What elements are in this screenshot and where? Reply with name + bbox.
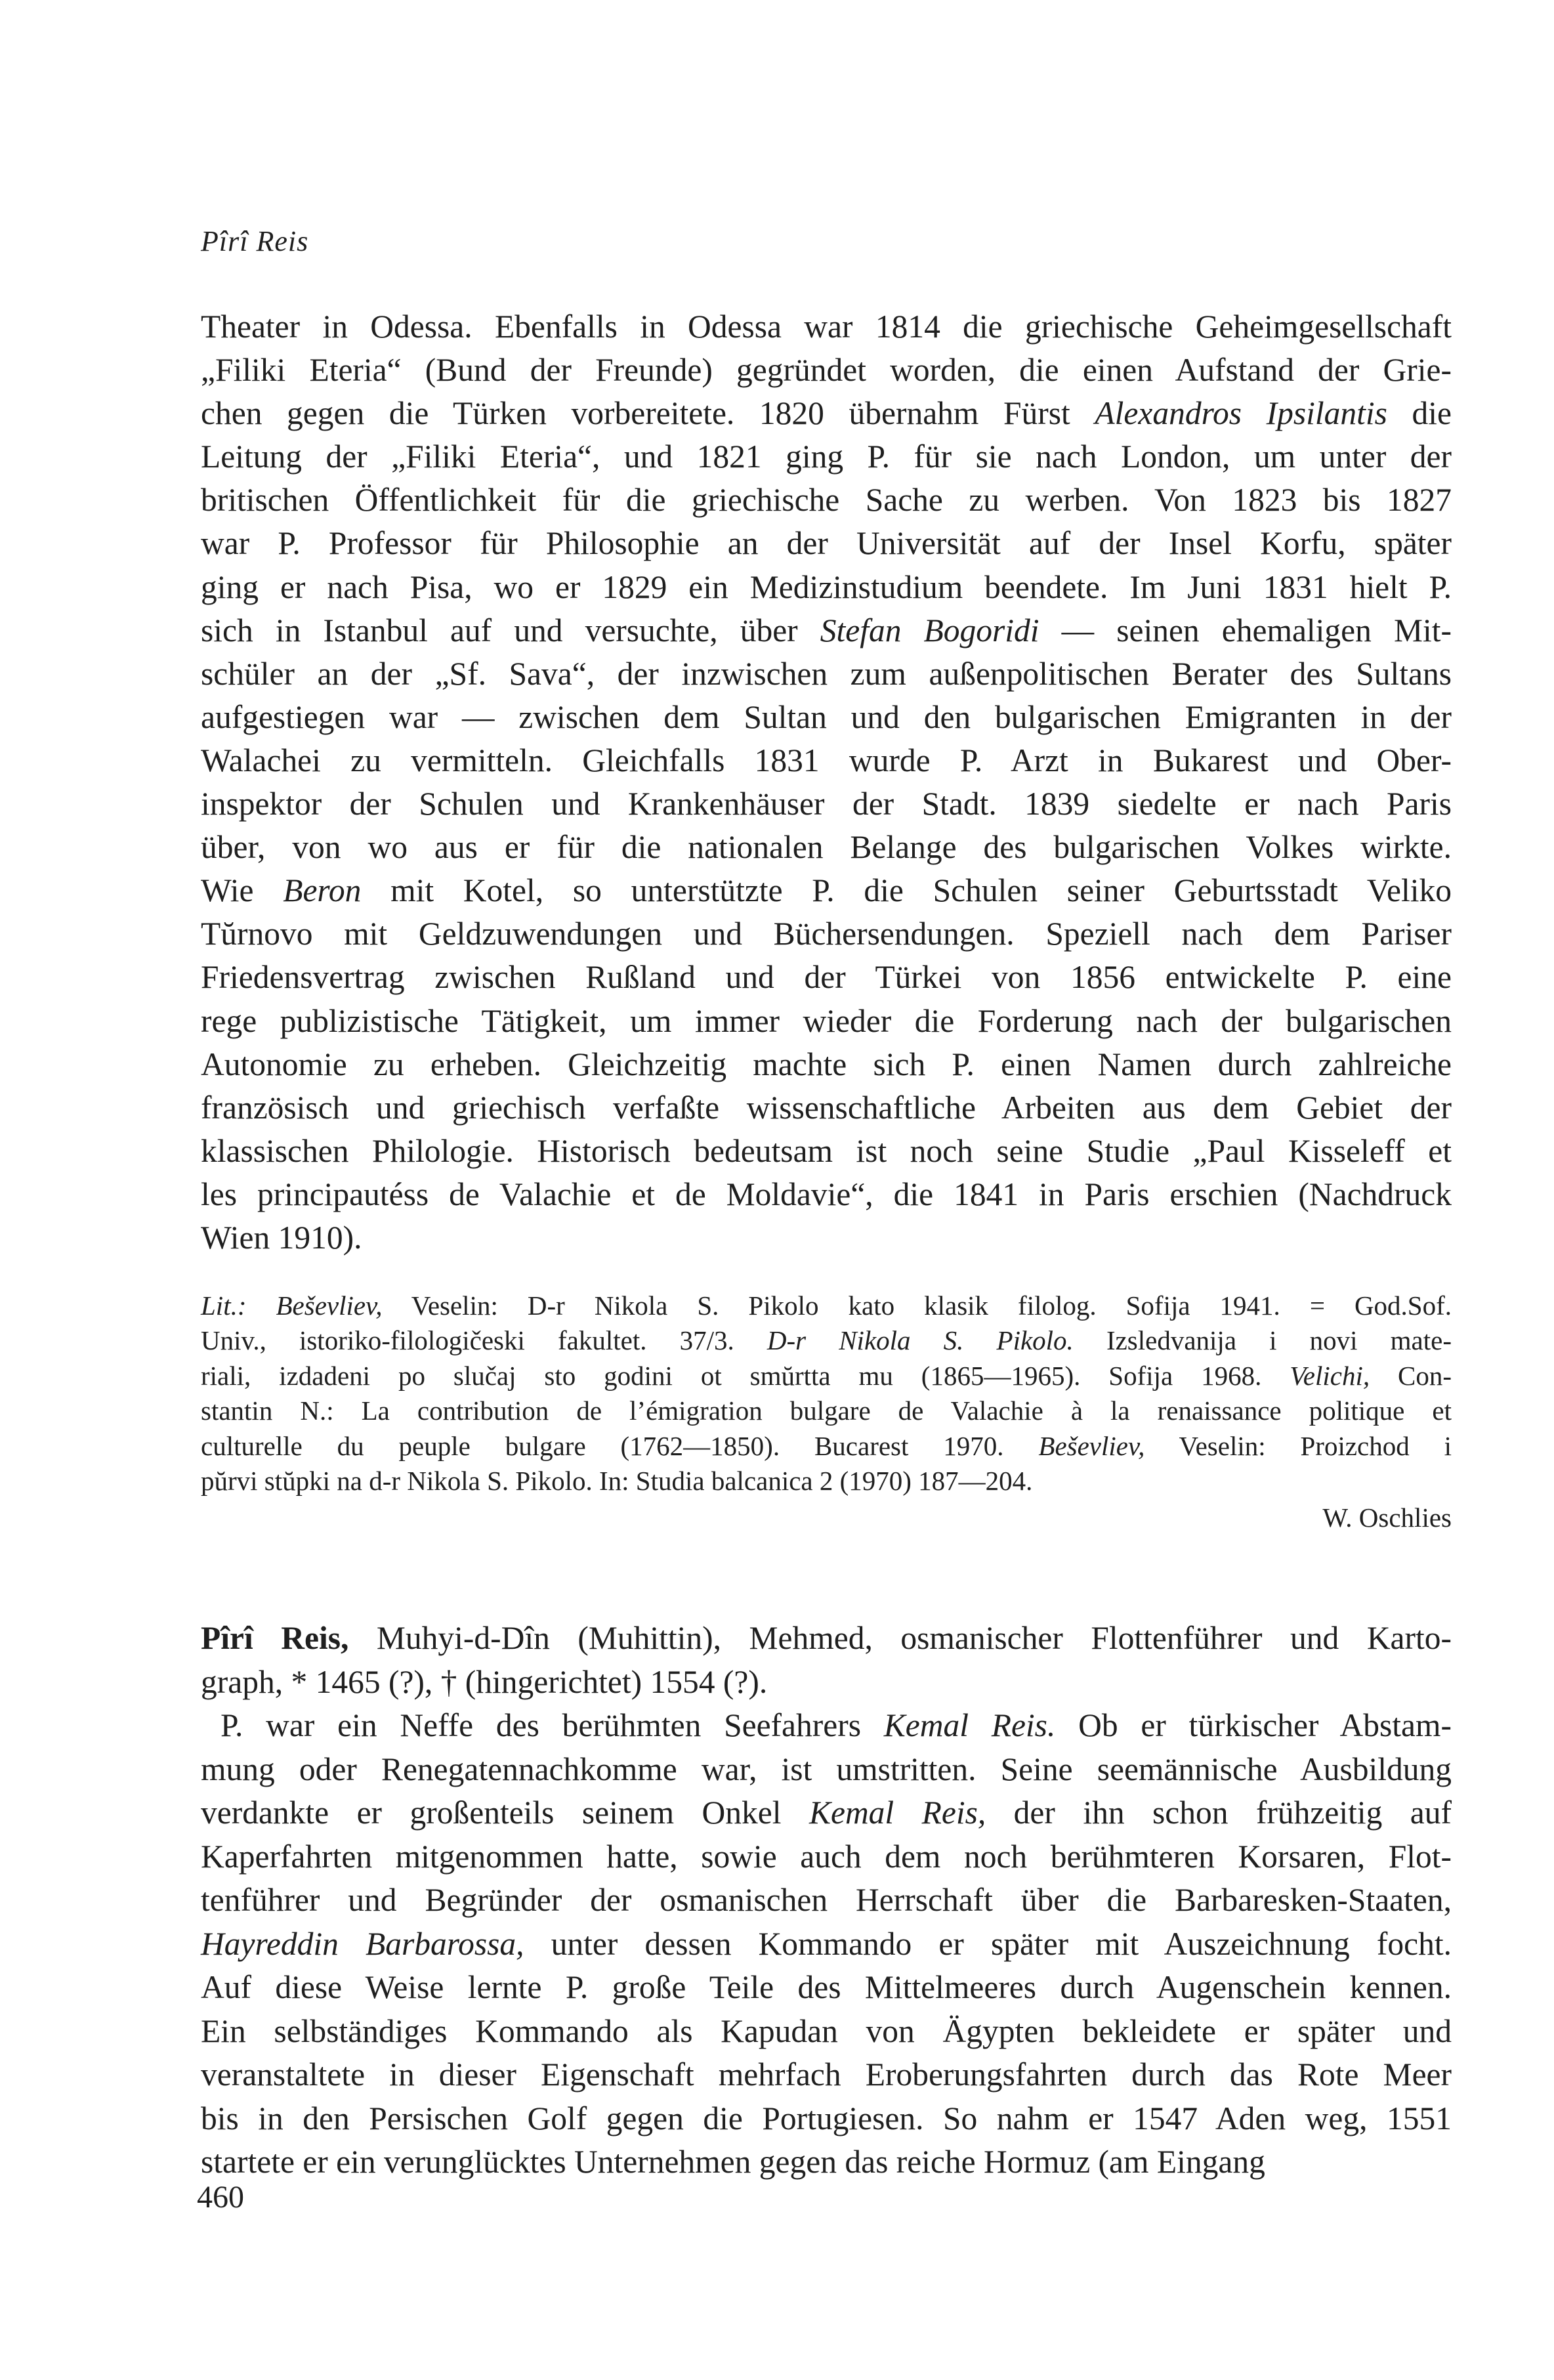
text-run: Wien 1910). bbox=[201, 1219, 362, 1256]
entry-line bbox=[201, 1704, 1452, 1748]
text-run bbox=[247, 1290, 276, 1321]
text-run: bis in den Persischen Golf gegen die Portugiesen. So nahm er 1547 Aden weg, 1551 bbox=[201, 2100, 1452, 2136]
text-run: Beševliev, bbox=[1038, 1430, 1145, 1461]
entry-line bbox=[201, 1748, 1452, 1792]
text-run: Kemal Reis, bbox=[808, 1795, 986, 1831]
text-run: Ob er türkischer Abstam- bbox=[1055, 1707, 1452, 1743]
text-run: mit Kotel, so unterstützte P. die Schulen seiner Geburtsstadt Veliko bbox=[361, 872, 1452, 909]
text-run: startete er ein verunglücktes Unternehmen gegen das reiche Hormuz (am Eingang bbox=[201, 2144, 1265, 2180]
text-run: verdankte er großenteils seinem Onkel bbox=[201, 1795, 809, 1831]
entry-line bbox=[201, 2010, 1452, 2054]
text-run: über, von wo aus er für die nationalen Belange des bulgarischen Volkes wirkte. bbox=[201, 829, 1452, 866]
text-run: Walachei zu vermitteln. Gleichfalls 1831 wurde P. Arzt in Bukarest und Ober- bbox=[201, 742, 1452, 778]
text-run: die bbox=[1387, 395, 1452, 432]
text-run: klassischen Philologie. Historisch bedeutsam ist noch seine Studie „Paul Kisseleff et bbox=[201, 1132, 1452, 1169]
previous-entry-text bbox=[201, 305, 1452, 1260]
text-run: culturelle du peuple bulgare (1762—1850). Bucarest 1970. bbox=[201, 1430, 1039, 1461]
literature-line bbox=[201, 1323, 1452, 1358]
body1-line bbox=[201, 826, 1452, 869]
page-number: 460 bbox=[197, 2180, 244, 2215]
text-run: veranstaltete in dieser Eigenschaft mehrfach Eroberungsfahrten durch das Rote Meer bbox=[201, 2056, 1452, 2093]
article-author: W. Oschlies bbox=[1322, 1502, 1452, 1533]
text-run: riali, izdadeni po slučaj sto godini ot smŭrtta mu (1865—1965). Sofija 1968. bbox=[201, 1360, 1290, 1391]
body1-line bbox=[201, 1086, 1452, 1130]
text-run: Con- bbox=[1370, 1360, 1452, 1391]
text-run: Wie bbox=[201, 872, 284, 909]
text-run: inspektor der Schulen und Krankenhäuser der Stadt. 1839 siedelte er nach Paris bbox=[201, 786, 1452, 822]
body1-line bbox=[201, 739, 1452, 782]
literature-line bbox=[201, 1429, 1452, 1464]
body1-line bbox=[201, 478, 1452, 522]
literature-line bbox=[201, 1393, 1452, 1428]
text-run: Leitung der „Filiki Eteria“, und 1821 ging P. für sie nach London, um unter der bbox=[201, 438, 1452, 475]
text-run: Pîrî Reis, bbox=[201, 1620, 349, 1656]
text-run: Tŭrnovo mit Geldzuwendungen und Büchersendungen. Speziell nach dem Pariser bbox=[201, 916, 1452, 952]
entry-line bbox=[201, 1661, 1452, 1705]
text-run: Hayreddin Barbarossa, bbox=[201, 1925, 524, 1962]
body1-line bbox=[201, 1043, 1452, 1086]
text-run: französisch und griechisch verfaßte wissenschaftliche Arbeiten aus dem Gebiet der bbox=[201, 1089, 1452, 1126]
text-run: tenführer und Begründer der osmanischen Herrschaft über die Barbaresken-Staaten, bbox=[201, 1882, 1452, 1918]
text-run: Izsledvanija i novi mate- bbox=[1073, 1325, 1452, 1356]
text-run: Autonomie zu erheben. Gleichzeitig machte sich P. einen Namen durch zahlreiche bbox=[201, 1046, 1452, 1082]
entry-line bbox=[201, 1879, 1452, 1923]
text-run: sich in Istanbul auf und versuchte, über bbox=[201, 612, 820, 648]
text-run: Ein selbständiges Kommando als Kapudan von Ägypten bekleidete er später und bbox=[201, 2012, 1452, 2049]
piri-reis-entry bbox=[201, 1617, 1452, 2184]
text-run: Velichi, bbox=[1290, 1360, 1370, 1391]
text-run: britischen Öffentlichkeit für die griechische Sache zu werben. Von 1823 bis 1827 bbox=[201, 482, 1452, 519]
text-run: ging er nach Pisa, wo er 1829 ein Medizinstudium beendete. Im Juni 1831 hielt P. bbox=[201, 568, 1452, 605]
body1-line bbox=[201, 522, 1452, 565]
text-run: Kaperfahrten mitgenommen hatte, sowie auch dem noch berühmteren Korsaren, Flot- bbox=[201, 1838, 1452, 1875]
text-run: Lit.: bbox=[201, 1290, 247, 1321]
body1-line bbox=[201, 435, 1452, 478]
text-run: D-r Nikola S. Pikolo. bbox=[766, 1325, 1074, 1356]
text-run: Univ., istoriko-filologičeski fakultet. 37/3. bbox=[201, 1325, 767, 1356]
text-run: mung oder Renegatennachkomme war, ist umstritten. Seine seemännische Ausbildung bbox=[201, 1751, 1452, 1787]
entry-line bbox=[201, 1966, 1452, 2010]
text-run: chen gegen die Türken vorbereitete. 1820 übernahm Fürst bbox=[201, 395, 1095, 432]
entry-line bbox=[201, 2053, 1452, 2097]
text-run: unter dessen Kommando er später mit Auszeichnung focht. bbox=[524, 1925, 1452, 1962]
text-run: P. war ein Neffe des berühmten Seefahrers bbox=[220, 1707, 884, 1743]
entry-line bbox=[201, 1617, 1452, 1661]
body1-line bbox=[201, 566, 1452, 609]
body1-line bbox=[201, 305, 1452, 349]
text-run: schüler an der „Sf. Sava“, der inzwischen zum außenpolitischen Berater des Sultans bbox=[201, 655, 1452, 692]
text-run: Stefan Bogoridi bbox=[820, 612, 1040, 648]
literature-line bbox=[201, 1288, 1452, 1323]
body1-line bbox=[201, 782, 1452, 826]
running-head: Pîrî Reis bbox=[201, 225, 309, 257]
body1-line bbox=[201, 912, 1452, 956]
literature-line bbox=[201, 1359, 1452, 1393]
body1-line bbox=[201, 1000, 1452, 1043]
text-run: aufgestiegen war — zwischen dem Sultan und den bulgarischen Emigranten in der bbox=[201, 698, 1452, 735]
text-run: der ihn schon frühzeitig auf bbox=[986, 1795, 1452, 1831]
body1-line bbox=[201, 609, 1452, 652]
text-run: Theater in Odessa. Ebenfalls in Odessa war 1814 die griechische Geheimgesellschaft bbox=[201, 308, 1452, 345]
text-run: Alexandros Ipsilantis bbox=[1095, 395, 1387, 432]
literature-line bbox=[201, 1464, 1452, 1498]
body1-line bbox=[201, 1130, 1452, 1173]
text-run: Beron bbox=[283, 872, 362, 909]
text-run: Veselin: D-r Nikola S. Pikolo kato klasik filolog. Sofija 1941. = God.Sof. bbox=[382, 1290, 1452, 1321]
body1-line bbox=[201, 869, 1452, 912]
body1-line bbox=[201, 652, 1452, 696]
text-run: Beševliev, bbox=[276, 1290, 383, 1321]
text-run: Auf diese Weise lernte P. große Teile des Mittelmeeres durch Augenschein kennen. bbox=[201, 1969, 1452, 2005]
text-run: stantin N.: La contribution de l’émigration bulgare de Valachie à la renaissance politique et bbox=[201, 1395, 1452, 1426]
entry-line bbox=[201, 1791, 1452, 1835]
text-run: les principautéss de Valachie et de Moldavie“, die 1841 in Paris erschien (Nachdruck bbox=[201, 1176, 1452, 1212]
text-run: Veselin: Proizchod i bbox=[1144, 1430, 1452, 1461]
text-run: war P. Professor für Philosophie an der Universität auf der Insel Korfu, später bbox=[201, 525, 1452, 562]
text-run: rege publizistische Tätigkeit, um immer wieder die Forderung nach der bulgarischen bbox=[201, 1002, 1452, 1039]
body1-line bbox=[201, 392, 1452, 435]
text-run: — seinen ehemaligen Mit- bbox=[1039, 612, 1452, 648]
body1-line bbox=[201, 956, 1452, 999]
literature-references bbox=[201, 1288, 1452, 1498]
text-run: Friedensvertrag zwischen Rußland und der Türkei von 1856 entwickelte P. eine bbox=[201, 959, 1452, 996]
entry-line bbox=[201, 1835, 1452, 1879]
entry-line bbox=[201, 2097, 1452, 2141]
body1-line bbox=[201, 1173, 1452, 1216]
text-run: graph, * 1465 (?), † (hingerichtet) 1554 (?). bbox=[201, 1663, 768, 1700]
body1-line bbox=[201, 1216, 1452, 1260]
entry-line bbox=[201, 2140, 1452, 2184]
text-run: Muhyi-d-Dîn (Muhittin), Mehmed, osmanischer Flottenführer und Karto- bbox=[348, 1620, 1452, 1656]
text-run: Kemal Reis. bbox=[883, 1707, 1056, 1743]
body1-line bbox=[201, 696, 1452, 739]
entry-line bbox=[201, 1923, 1452, 1966]
body1-line bbox=[201, 349, 1452, 392]
text-run: pŭrvi stŭpki na d-r Nikola S. Pikolo. In: Studia balcanica 2 (1970) 187—204. bbox=[201, 1466, 1033, 1497]
text-run: „Filiki Eteria“ (Bund der Freunde) gegründet worden, die einen Aufstand der Grie- bbox=[201, 352, 1452, 389]
